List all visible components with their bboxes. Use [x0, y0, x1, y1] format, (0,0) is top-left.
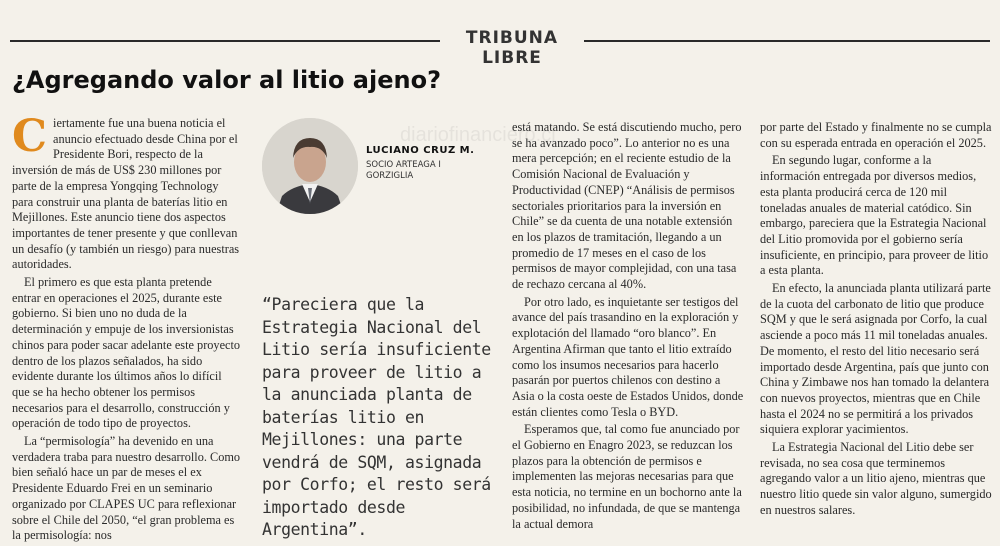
headline: ¿Agregando valor al litio ajeno?: [12, 66, 441, 94]
author-role: SOCIO ARTEAGA I GORZIGLIA: [366, 160, 441, 181]
drop-cap: C: [12, 111, 48, 162]
paragraph: [12, 111, 242, 273]
watermark: diariofinanciero.cl: [400, 124, 556, 146]
section-rule-right: [584, 40, 990, 42]
pull-quote: “Pareciera que la Estrategia Nacional del Litio sería insuficiente para proveer de litio a la anunciada planta de baterías litio en Mejillones: una parte vendrá de SQM, asignada por Corfo; el resto será importado desde Argentina”.: [262, 295, 491, 539]
article-column-4: [760, 120, 992, 521]
paragraph-text: iertamente fue una buena noticia el anuncio efectuado desde China por el Presidente Bori, respecto de la inversión de más de US$ 230 millones por parte de la empresa Yongqing Technology para construir una planta de baterías litio en Mejillones. Este anuncio tiene dos aspectos importantes de tener presente y que conllevan un desafío (y también un riesgo) para nuestras autoridades.: [12, 116, 240, 272]
author-name: LUCIANO CRUZ M.: [366, 145, 475, 156]
paragraph: La “permisología” ha devenido en una verdadera traba para nuestro desarrollo. Como bien señaló hace un par de meses el ex Presidente Eduardo Frei en un seminario organizado por CLAPES UC para reflexionar sobre el Chile del 2050, “el gran problema es la permisología: nos: [12, 434, 241, 543]
paragraph: En efecto, la anunciada planta utilizará parte de la cuota del carbonato de litio que produce SQM y que le será asignada por Corfo, la cual asciende a poco más 11 mil toneladas anuales. De momento, el resto del litio necesario será importado desde Argentina, país que junto con China y Zimbawe nos han tomado la delantera con nuevos proyectos, mientras que en Chile hasta el 2024 no se permitirá a los privados siquiera explorar yacimientos.: [760, 281, 991, 437]
author-photo: [262, 118, 358, 214]
section-rule-left: [10, 40, 440, 42]
paragraph: por parte del Estado y finalmente no se cumpla con su esperada entrada en operación el 2025.: [760, 120, 992, 150]
article-column-1: [12, 111, 242, 546]
paragraph: Por otro lado, es inquietante ser testigos del avance del país trasandino en la exploración y explotación del llamado “oro blanco”. En Argentina Afirman que tanto el litio extraído como los insumos necesarios para hacerlo pasarán por puertos chilenos con destino a Asia o la costa oeste de Estados Unidos, donde están clientes como Tesla o BYD.: [512, 294, 744, 419]
paragraph: El primero es que esta planta pretende entrar en operaciones el 2025, durante este gobierno. Si bien uno no duda de la determinación y empuje de los inversionistas chinos para poder sacar adelante este proyecto dentro de los plazos señalados, ha sido evidente durante los últimos años lo difícil que se ha hecho obtener los permisos necesarios para el desarrollo, construcción y operación de todo tipo de proyectos.: [12, 275, 241, 431]
paragraph: En segundo lugar, conforme a la información entregada por diversos medios, esta planta producirá cerca de 120 mil toneladas anuales de material catódico. Sin embargo, pareciera que la Estrategia Nacional del Litio promovida por el gobierno sería insuficiente, en principio, para proveer de litio a esta planta.: [760, 153, 989, 278]
paragraph: La Estrategia Nacional del Litio debe ser revisada, no sea cosa que terminemos agregando valor a un litio ajeno, mientras que nuestro litio quede sin valor alguno, sumergido en nuestros salares.: [760, 440, 992, 517]
paragraph: Esperamos que, tal como fue anunciado por el Gobierno en Enagro 2023, se reduzcan los plazos para la obtención de permisos e implementen las mejoras necesarias para que esta noticia, no termine en un bochorno ante la posibilidad, no infundada, de que se mantenga la actual demora: [512, 422, 742, 531]
paragraph: está matando. Se está discutiendo mucho, pero se ha avanzado poco”. Lo anterior no es una mera percepción; en el reciente estudio de la Comisión Nacional de Evaluación y Productividad (CNEP) “Análisis de permisos sectoriales prioritarios para la inversión en Chile” se da cuenta de una notable extensión en los plazos de tramitación, llegando a un promedio de 17 meses en el caso de los permisos de mayor complejidad, con una tasa de rechazo cercana al 40%.: [512, 120, 742, 292]
article-column-3: [512, 120, 744, 534]
section-label: TRIBUNA LIBRE: [465, 28, 559, 68]
author-portrait-icon: [262, 118, 358, 214]
